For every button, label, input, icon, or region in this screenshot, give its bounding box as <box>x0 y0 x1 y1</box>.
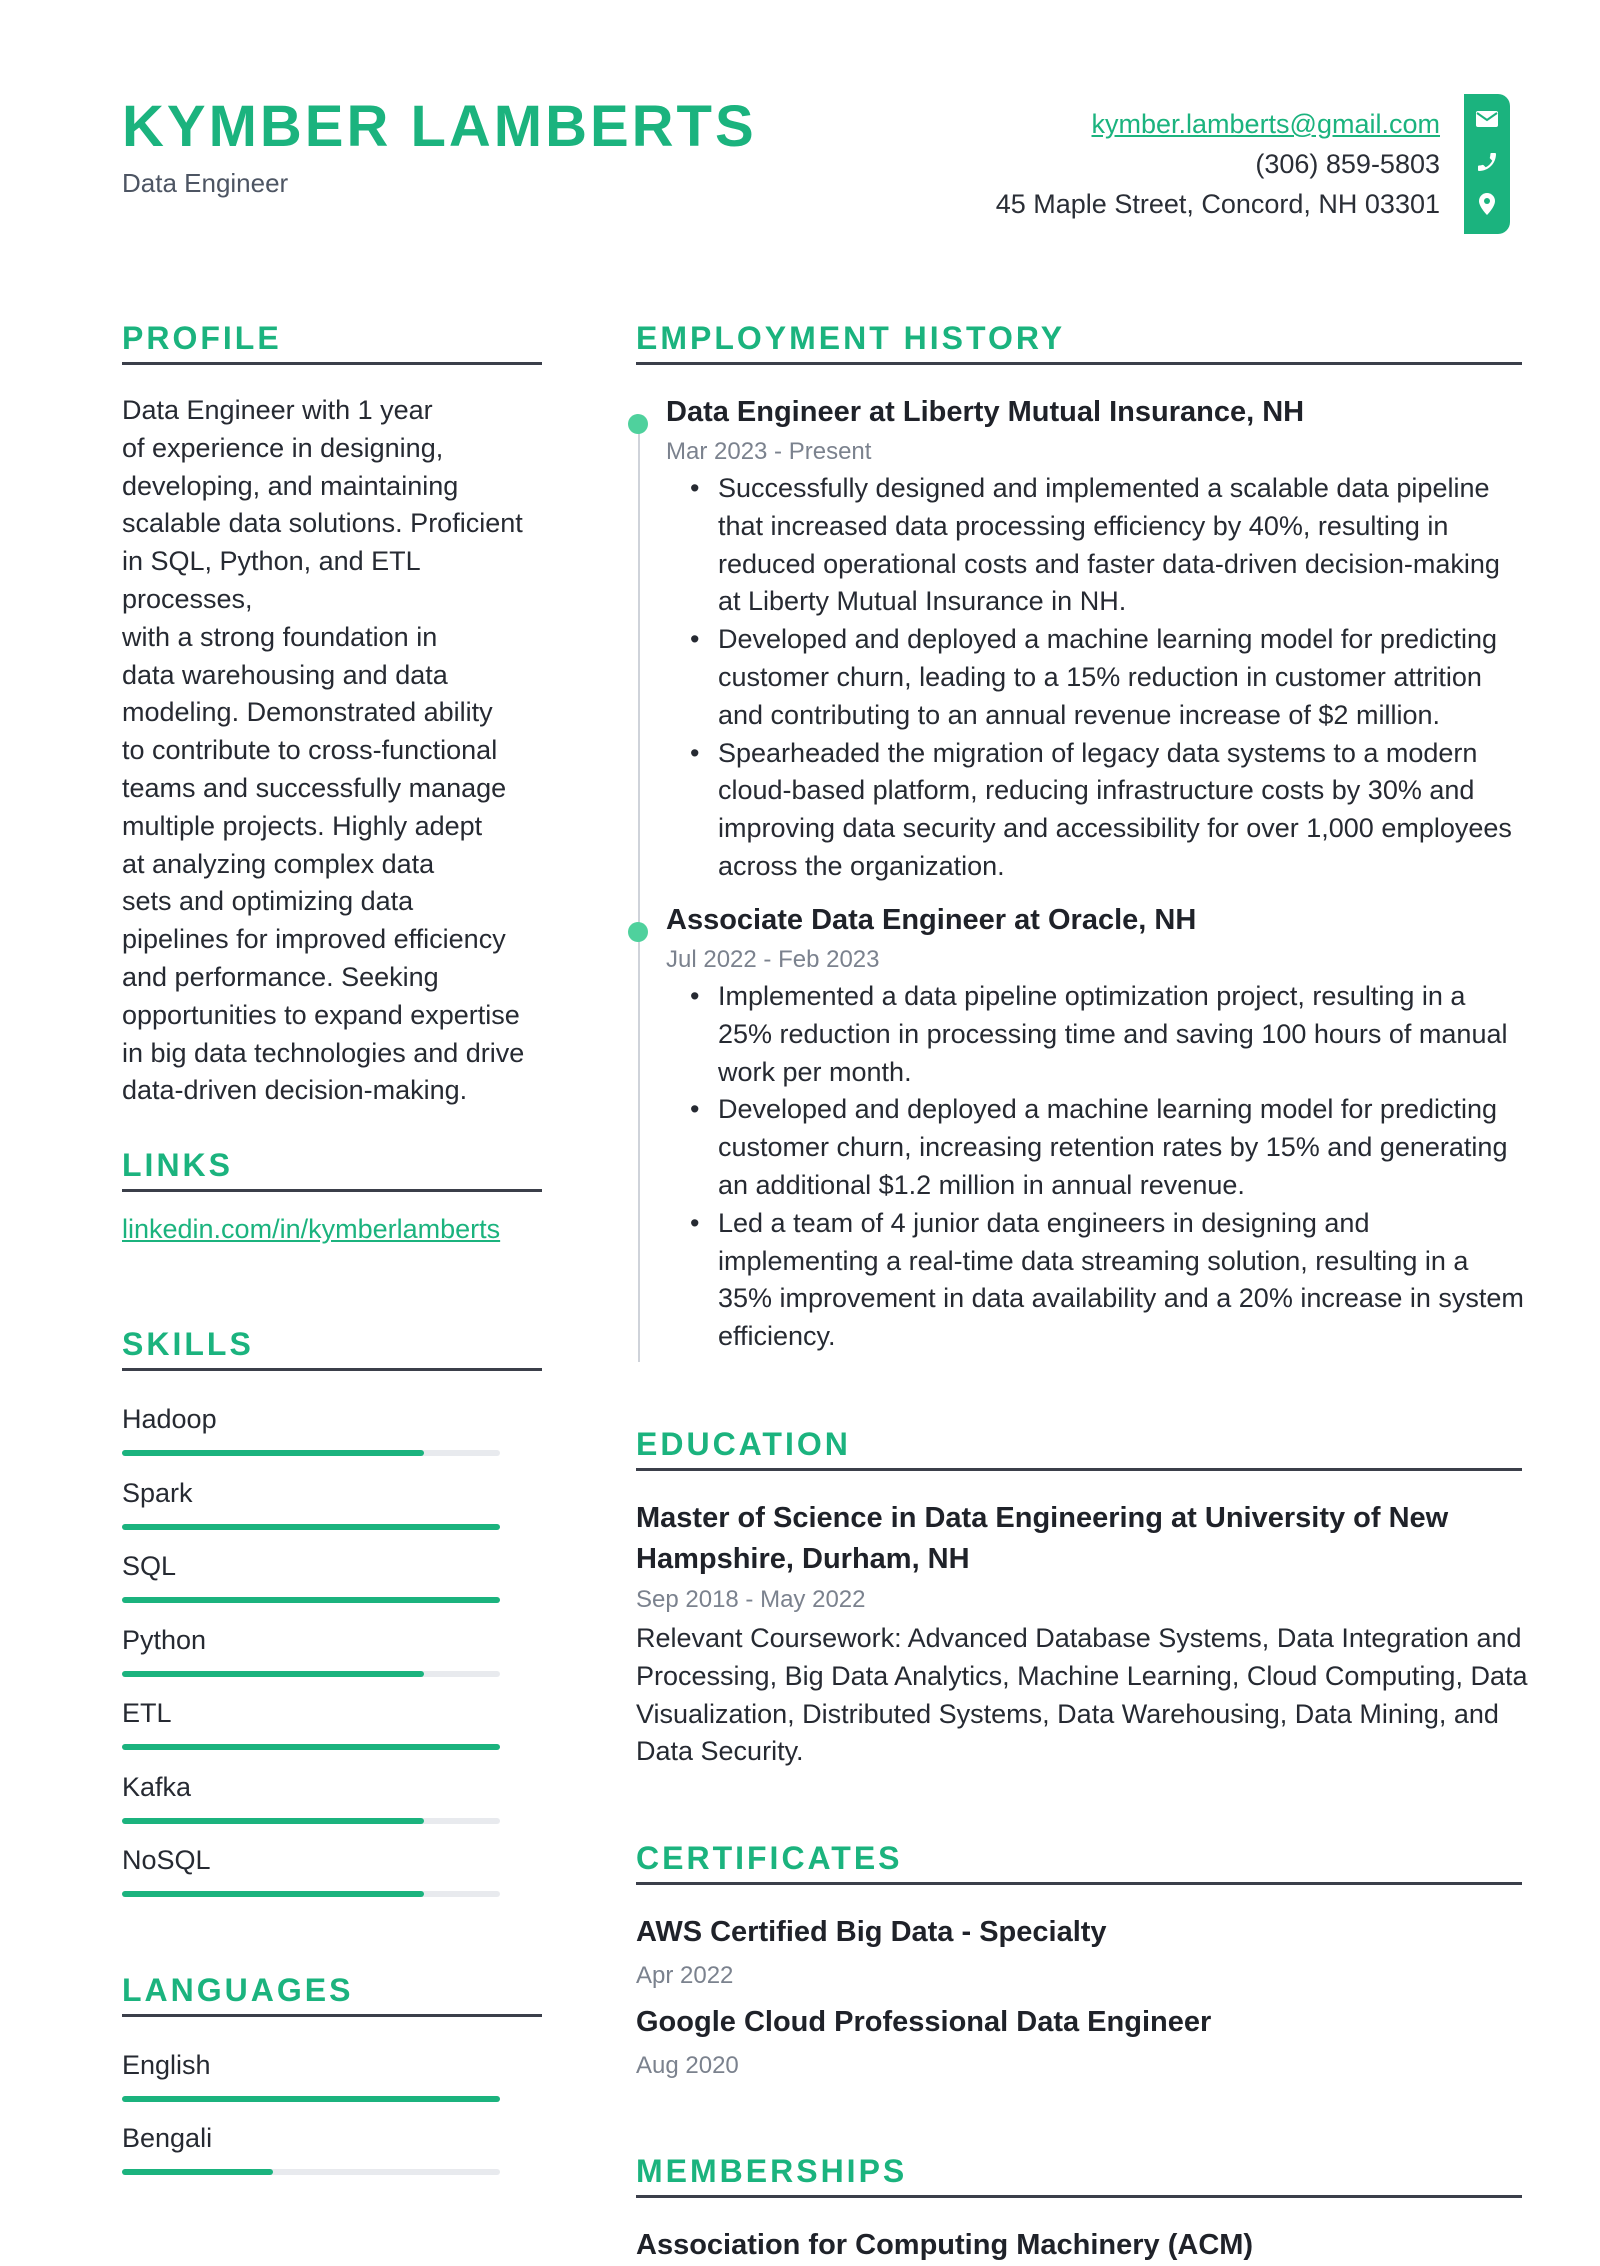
coursework-line: Processing, Big Data Analytics, Machine Learning, Cloud Computing, Data <box>636 1660 1528 1691</box>
job-achievements <box>718 470 1528 886</box>
job-achievements <box>718 978 1528 1356</box>
email-link[interactable]: kymber.lamberts@gmail.com <box>1091 109 1440 139</box>
skill-item <box>122 1845 500 1876</box>
achievement-line: 25% reduction in processing time and saving 100 hours of manual <box>718 1018 1508 1049</box>
education-coursework <box>636 1620 1528 1771</box>
level-bar-fill <box>122 1671 424 1677</box>
achievement-line: at Liberty Mutual Insurance in NH. <box>718 586 1127 617</box>
profile-line: Data Engineer with 1 year <box>122 395 433 425</box>
achievement-line: customer churn, increasing retention rates by 15% and generating <box>718 1132 1508 1163</box>
profile-summary <box>122 392 542 1110</box>
candidate-name: KYMBER LAMBERTS <box>122 94 757 159</box>
address-text: 45 Maple Street, Concord, NH 03301 <box>995 189 1440 219</box>
phone-text: (306) 859-5803 <box>1255 149 1440 179</box>
profile-line: of experience in designing, <box>122 432 444 463</box>
level-bar <box>122 1818 500 1824</box>
level-bar-fill <box>122 1891 424 1897</box>
links-divider <box>122 1189 542 1192</box>
language-item <box>122 2123 500 2154</box>
achievement-line: • Developed and deployed a machine learning model for predicting <box>718 624 1498 655</box>
phone-icon <box>1475 150 1499 174</box>
achievement-line: • Developed and deployed a machine learning model for predicting <box>718 1094 1498 1125</box>
level-bar <box>122 1597 500 1603</box>
profile-heading: PROFILE <box>122 320 282 356</box>
contact-block <box>996 104 1440 224</box>
skill-item <box>122 1404 500 1435</box>
skills-heading: SKILLS <box>122 1326 254 1362</box>
job-title: Data Engineer at Liberty Mutual Insurance, NH <box>666 396 1305 428</box>
achievement-line: implementing a real-time data streaming solution, resulting in a <box>718 1245 1469 1276</box>
profile-line: at analyzing complex data <box>122 848 435 879</box>
education-degree <box>636 1498 1536 1580</box>
employment-heading: EMPLOYMENT HISTORY <box>636 320 1066 356</box>
profile-line: sets and optimizing data <box>122 886 414 917</box>
skill-name: SQL <box>122 1551 177 1581</box>
achievement-line: • Spearheaded the migration of legacy data systems to a modern <box>718 737 1478 768</box>
profile-line: data-driven decision-making. <box>122 1075 468 1106</box>
level-bar <box>122 1524 500 1530</box>
achievement-line: customer churn, leading to a 15% reduction in customer attrition <box>718 661 1482 692</box>
achievement-line: reduced operational costs and faster data-driven decision-making <box>718 548 1500 579</box>
achievement-line: 35% improvement in data availability and a 20% increase in system <box>718 1283 1524 1314</box>
level-bar <box>122 1744 500 1750</box>
certificates-divider <box>636 1882 1522 1885</box>
certificate-title: AWS Certified Big Data - Specialty <box>636 1916 1107 1948</box>
achievement-line: work per month. <box>718 1056 912 1087</box>
envelope-icon <box>1475 107 1499 131</box>
level-bar <box>122 1891 500 1897</box>
level-bar-fill <box>122 2096 500 2102</box>
profile-line: opportunities to expand expertise <box>122 999 520 1030</box>
memberships-divider <box>636 2195 1522 2198</box>
languages-heading: LANGUAGES <box>122 1972 354 2008</box>
achievement-line: • Successfully designed and implemented a scalable data pipeline <box>718 473 1490 503</box>
achievement-line: across the organization. <box>718 850 1005 881</box>
achievement-line: • Implemented a data pipeline optimization project, resulting in a <box>718 981 1466 1011</box>
achievement-line: efficiency. <box>718 1321 836 1352</box>
profile-line: teams and successfully manage <box>122 772 507 803</box>
timeline-dot <box>628 922 648 942</box>
skill-item <box>122 1478 500 1509</box>
education-degree-line: Master of Science in Data Engineering at University of New <box>636 1502 1449 1534</box>
skill-name: Spark <box>122 1477 193 1508</box>
achievement-item <box>718 1091 1528 1204</box>
achievement-line: and contributing to an annual revenue increase of $2 million. <box>718 699 1440 730</box>
coursework-line: Visualization, Distributed Systems, Data Warehousing, Data Mining, and <box>636 1698 1499 1729</box>
membership-title: Association for Computing Machinery (ACM) <box>636 2229 1254 2261</box>
education-divider <box>636 1468 1522 1471</box>
languages-divider <box>122 2014 542 2017</box>
achievement-item <box>718 978 1528 1091</box>
level-bar-fill <box>122 1818 424 1824</box>
employment-divider <box>636 362 1522 365</box>
level-bar <box>122 2096 500 2102</box>
timeline-dot <box>628 414 648 434</box>
skill-name: Hadoop <box>122 1404 217 1434</box>
level-bar-fill <box>122 2169 273 2175</box>
achievement-item <box>718 735 1528 886</box>
profile-line: and performance. Seeking <box>122 961 439 992</box>
achievement-line: • Led a team of 4 junior data engineers in designing and <box>718 1207 1370 1238</box>
education-heading: EDUCATION <box>636 1426 851 1462</box>
achievement-line: that increased data processing efficiency by 40%, resulting in <box>718 510 1449 541</box>
level-bar-fill <box>122 1744 500 1750</box>
candidate-title: Data Engineer <box>122 168 289 198</box>
achievement-line: improving data security and accessibility for over 1,000 employees <box>718 813 1512 844</box>
profile-line: modeling. Demonstrated ability <box>122 697 493 728</box>
level-bar-fill <box>122 1524 500 1530</box>
coursework-line: Relevant Coursework: Advanced Database Systems, Data Integration and <box>636 1623 1522 1653</box>
profile-line: multiple projects. Highly adept <box>122 810 483 841</box>
job-title: Associate Data Engineer at Oracle, NH <box>666 904 1197 936</box>
profile-line: pipelines for improved efficiency <box>122 924 506 955</box>
skill-name: NoSQL <box>122 1845 211 1875</box>
achievement-item <box>718 470 1528 621</box>
profile-line: to contribute to cross-functional <box>122 735 498 766</box>
certificate-date: Aug 2020 <box>636 2052 739 2079</box>
skills-divider <box>122 1368 542 1371</box>
language-item <box>122 2050 500 2081</box>
level-bar-fill <box>122 1450 424 1456</box>
employment-timeline <box>638 418 640 1362</box>
coursework-line: Data Security. <box>636 1736 804 1767</box>
certificate-title: Google Cloud Professional Data Engineer <box>636 2006 1212 2038</box>
achievement-line: an additional $1.2 million in annual revenue. <box>718 1169 1245 1200</box>
profile-line: with a strong foundation in <box>122 621 438 652</box>
language-name: English <box>122 2050 211 2080</box>
skill-item <box>122 1625 500 1656</box>
level-bar <box>122 1450 500 1456</box>
skill-name: Python <box>122 1624 207 1655</box>
achievement-line: cloud-based platform, reducing infrastructure costs by 30% and <box>718 775 1475 806</box>
level-bar <box>122 1671 500 1677</box>
skill-name: ETL <box>122 1698 172 1728</box>
job-dates: Jul 2022 - Feb 2023 <box>666 946 880 973</box>
education-degree-line: Hampshire, Durham, NH <box>636 1543 970 1575</box>
profile-line: data warehousing and data <box>122 659 448 690</box>
profile-line: in SQL, Python, and ETL processes, <box>122 546 420 614</box>
achievement-item <box>718 621 1528 734</box>
certificate-date: Apr 2022 <box>636 1962 734 1989</box>
skill-item <box>122 1772 500 1803</box>
location-pin-icon <box>1475 192 1499 216</box>
achievement-item <box>718 1205 1528 1356</box>
profile-divider <box>122 362 542 365</box>
linkedin-link[interactable]: linkedin.com/in/kymberlamberts <box>122 1214 501 1244</box>
job-dates: Mar 2023 - Present <box>666 438 872 465</box>
memberships-heading: MEMBERSHIPS <box>636 2153 908 2189</box>
skill-name: Kafka <box>122 1771 192 1802</box>
contact-icon-bar <box>1464 94 1510 234</box>
skill-item <box>122 1551 500 1582</box>
level-bar <box>122 2169 500 2175</box>
skill-item <box>122 1698 500 1729</box>
level-bar-fill <box>122 1597 500 1603</box>
links-heading: LINKS <box>122 1147 233 1183</box>
education-dates: Sep 2018 - May 2022 <box>636 1586 866 1613</box>
language-name: Bengali <box>122 2123 213 2153</box>
profile-line: scalable data solutions. Proficient <box>122 508 523 539</box>
profile-line: in big data technologies and drive <box>122 1037 525 1068</box>
certificates-heading: CERTIFICATES <box>636 1840 903 1876</box>
profile-line: developing, and maintaining <box>122 470 459 501</box>
